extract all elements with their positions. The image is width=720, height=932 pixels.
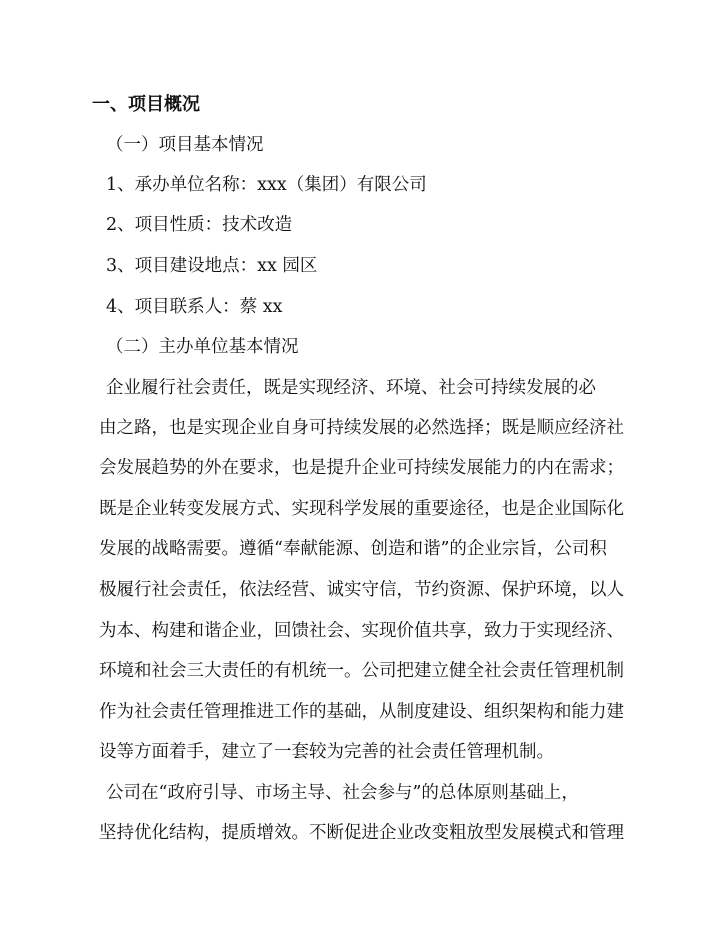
item-project-nature: 2、项目性质：技术改造 [106, 215, 293, 235]
paragraph1-line: 为本、构建和谐企业，回馈社会、实现价值共享，致力于实现经济、 [99, 621, 624, 641]
paragraph1-line: 会发展趋势的外在要求，也是提升企业可持续发展能力的内在需求； [99, 458, 624, 478]
subsection-heading-host-unit: （二）主办单位基本情况 [106, 337, 299, 357]
paragraph2-line: 坚持优化结构，提质增效。不断促进企业改变粗放型发展模式和管理 [99, 823, 624, 843]
paragraph1-line: 企业履行社会责任，既是实现经济、环境、社会可持续发展的必 [106, 378, 596, 398]
paragraph1-line: 设等方面着手，建立了一套较为完善的社会责任管理机制。 [99, 742, 554, 762]
item-project-contact: 4、项目联系人：蔡 xx [106, 297, 283, 317]
paragraph1-line: 发展的战略需要。遵循“奉献能源、创造和谐”的企业宗旨，公司积 [99, 539, 607, 559]
paragraph1-line: 作为社会责任管理推进工作的基础，从制度建设、组织架构和能力建 [99, 702, 624, 722]
paragraph2-line: 公司在“政府引导、市场主导、社会参与”的总体原则基础上， [106, 783, 579, 803]
subsection-heading-basic-info: （一）项目基本情况 [106, 135, 264, 155]
paragraph1-line: 既是企业转变发展方式、实现科学发展的重要途径，也是企业国际化 [99, 499, 624, 519]
paragraph1-line: 环境和社会三大责任的有机统一。公司把建立健全社会责任管理机制 [99, 661, 624, 681]
item-undertaking-unit: 1、承办单位名称：xxx（集团）有限公司 [106, 175, 427, 195]
paragraph1-line: 极履行社会责任，依法经营、诚实守信，节约资源、保护环境，以人 [99, 580, 624, 600]
item-project-location: 3、项目建设地点：xx 园区 [106, 256, 318, 276]
section-heading: 一、项目概况 [92, 94, 200, 115]
paragraph1-line: 由之路，也是实现企业自身可持续发展的必然选择；既是顺应经济社 [99, 418, 624, 438]
